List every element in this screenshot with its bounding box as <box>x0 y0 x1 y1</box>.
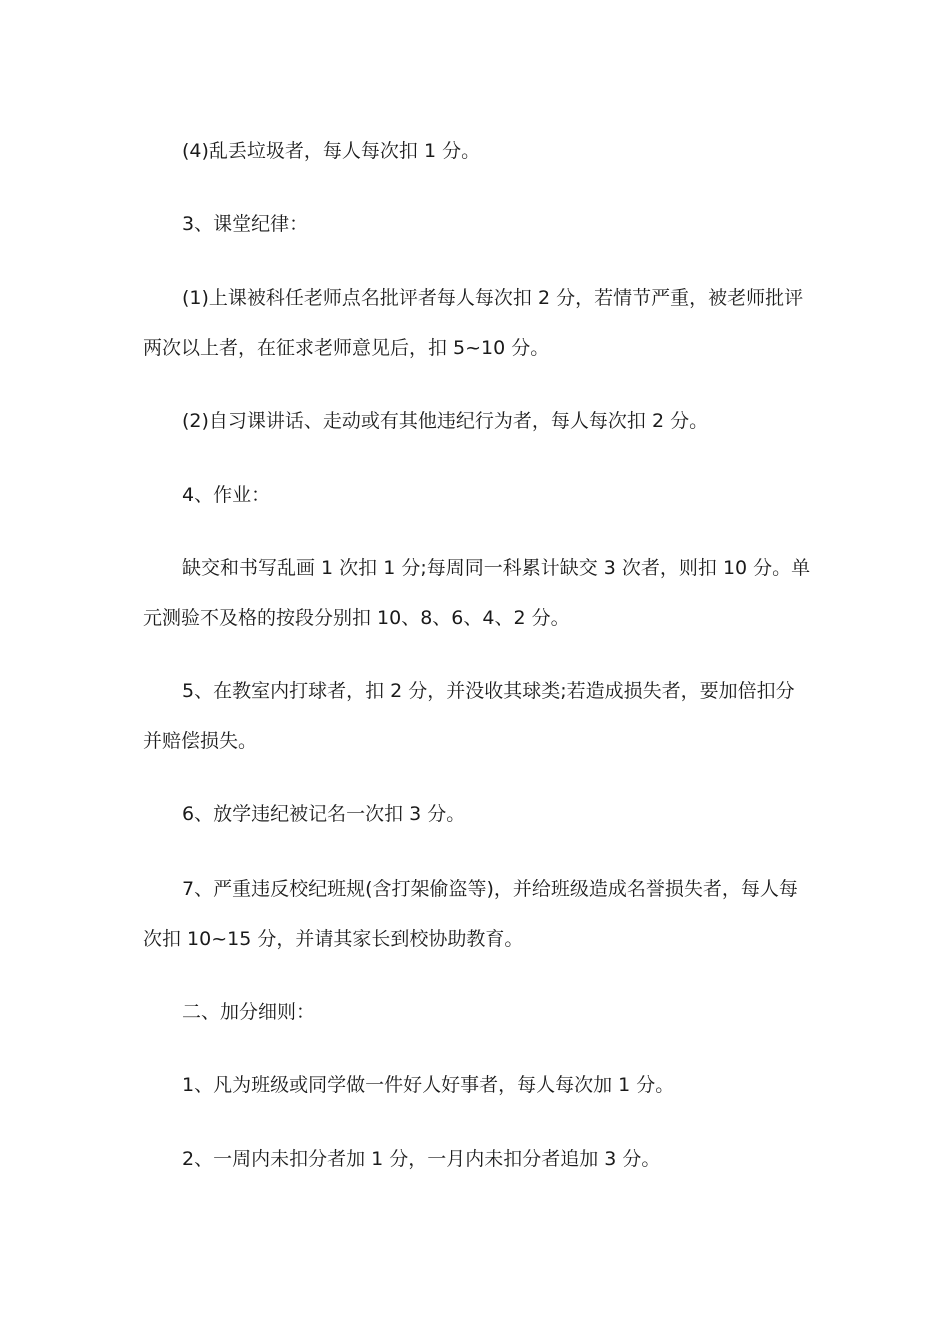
section-heading: 3、课堂纪律： <box>182 213 309 235</box>
paragraph-line: 1、凡为班级或同学做一件好人好事者，每人每次加 1 分。 <box>182 1074 675 1096</box>
paragraph-line: 缺交和书写乱画 1 次扣 1 分;每周同一科累计缺交 3 次者，则扣 10 分。单 <box>182 557 811 579</box>
paragraph-line: 2、一周内未扣分者加 1 分，一月内未扣分者追加 3 分。 <box>182 1148 661 1170</box>
section-heading: 4、作业： <box>182 484 271 506</box>
paragraph-line: 5、在教室内打球者，扣 2 分，并没收其球类;若造成损失者，要加倍扣分 <box>182 680 795 702</box>
paragraph-line: 次扣 10~15 分，并请其家长到校协助教育。 <box>143 928 524 950</box>
paragraph-line: (1)上课被科任老师点名批评者每人每次扣 2 分，若情节严重，被老师批评 <box>182 287 804 309</box>
paragraph-line: 元测验不及格的按段分别扣 10、8、6、4、2 分。 <box>143 607 570 629</box>
paragraph-line: 两次以上者，在征求老师意见后，扣 5~10 分。 <box>143 337 550 359</box>
paragraph-line: 6、放学违纪被记名一次扣 3 分。 <box>182 803 466 825</box>
paragraph-line: (2)自习课讲话、走动或有其他违纪行为者，每人每次扣 2 分。 <box>182 410 709 432</box>
paragraph-line: 7、严重违反校纪班规(含打架偷盗等)，并给班级造成名誉损失者，每人每 <box>182 878 798 900</box>
paragraph-line: (4)乱丢垃圾者，每人每次扣 1 分。 <box>182 140 481 162</box>
paragraph-line: 并赔偿损失。 <box>143 730 258 752</box>
section-heading: 二、加分细则： <box>182 1001 316 1023</box>
